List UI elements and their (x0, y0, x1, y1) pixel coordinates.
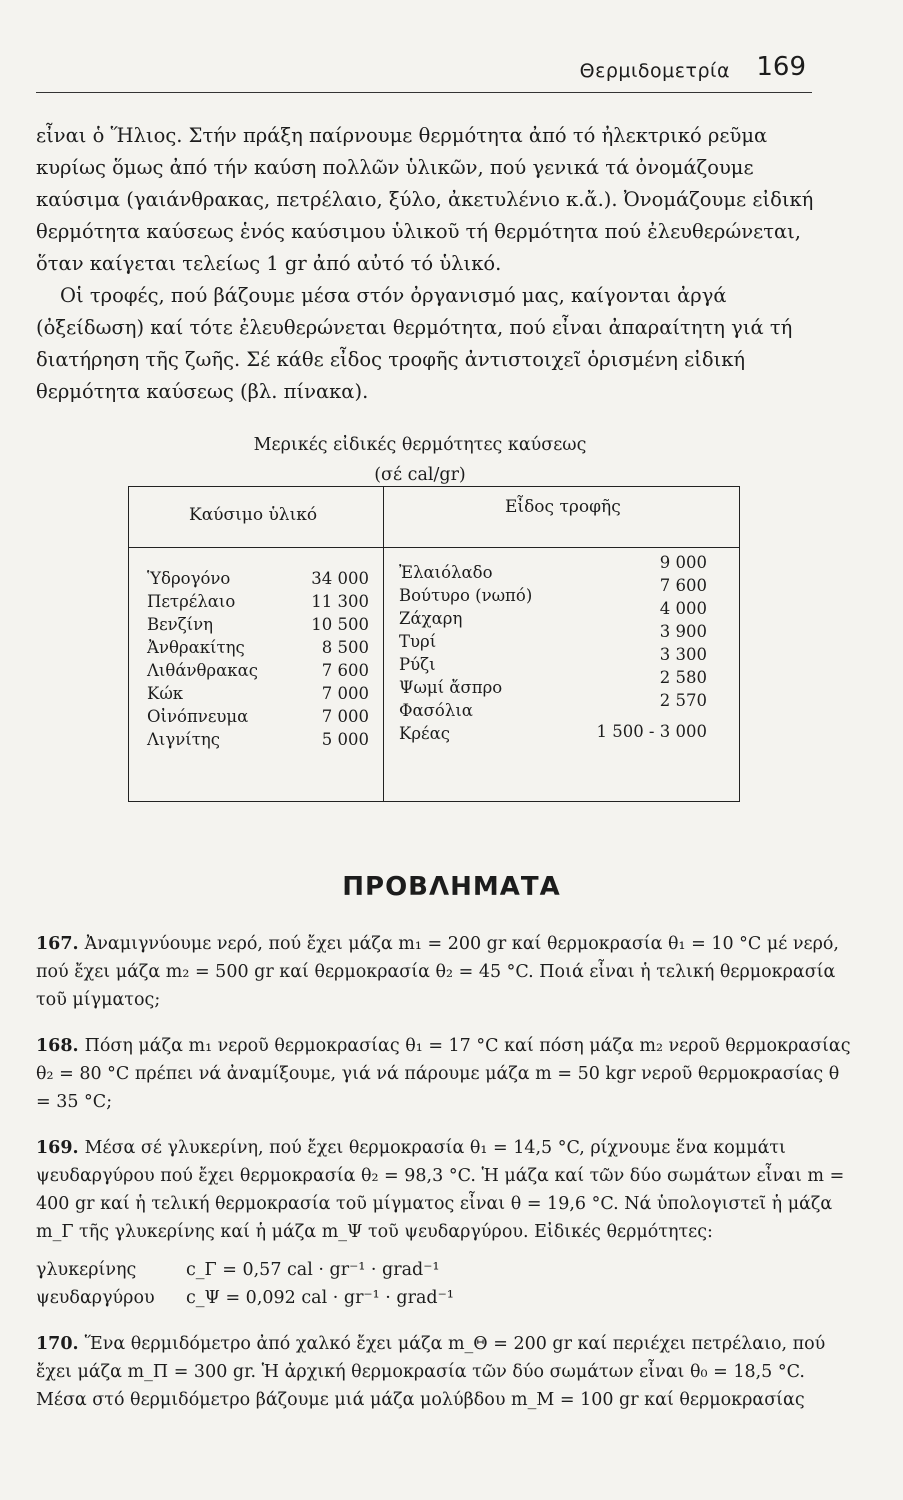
fuel-name: Οἰνόπνευμα (147, 707, 249, 726)
intro-paragraph-2: Οἱ τροφές, πού βάζουμε μέσα στόν ὀργανισμό μας, καίγονται ἀργά (ὀξείδωση) καί τότε ἐλευθερώνεται θερμότητα, πού εἶναι ἀπαραίτητη γιά τή διατήρηση τῆς ζωῆς. Σέ κάθε εἶδος τροφῆς ἀντιστοιχεῖ ὁρισμένη εἰδική θερμότητα καύσεως (βλ. πίνακα). (36, 284, 793, 403)
fuel-column-header: Καύσιμο ὑλικό (189, 505, 318, 525)
fuel-value: 7 600 (321, 661, 369, 680)
intro-paragraph-1: εἶναι ὁ Ἥλιος. Στήν πράξη παίρνουμε θερμότητα ἀπό τό ἠλεκτρικό ρεῦμα κυρίως ὅμως ἀπό τήν καύση πολλῶν ὑλικῶν, πού γενικά τά ὀνομάζουμε καύσιμα (γαιάνθρακας, πετρέλαιο, ξύλο, ἀκετυλένιο κ.ἄ.). Ὀνομάζουμε εἰδική θερμότητα καύσεως ἑνός καύσιμου ὑλικοῦ τή θερμότητα πού ἐλευθερώνεται, ὅταν καίγεται τελείως 1 gr ἀπό αὐτό τό ὑλικό. (36, 124, 814, 275)
food-value: 1 500 - 3 000 (596, 722, 707, 741)
food-rows (399, 553, 729, 747)
food-value: 2 570 (659, 691, 707, 710)
fuel-value: 10 500 (311, 615, 369, 634)
food-value: 7 600 (659, 576, 707, 595)
problem-number: 168. (36, 1036, 79, 1056)
table-row (147, 638, 379, 661)
food-name: Βούτυρο (νωπό) (399, 586, 533, 605)
problem-text: Μέσα σέ γλυκερίνη, πού ἔχει θερμοκρασία θ₁ = 14,5 °C, ρίχνουμε ἕνα κομμάτι ψευδαργύρου πού ἔχει θερμοκρασία θ₂ = 98,3 °C. Ἡ μάζα καί τῶν δύο σωμάτων εἶναι m = 400 gr καί ἡ τελική θερμοκρασία τοῦ μίγματος εἶναι θ = 19,6 °C. Νά ὑπολογιστεῖ ἡ μάζα m_Γ τῆς γλυκερίνης καί ἡ μάζα m_Ψ τοῦ ψευδαργύρου. Εἰδικές θερμότητες: (36, 1138, 845, 1242)
problem-number: 169. (36, 1138, 79, 1158)
fuel-value: 7 000 (321, 707, 369, 726)
page-number: 169 (756, 52, 806, 82)
table-row (399, 691, 729, 724)
food-value: 2 580 (659, 668, 707, 687)
table-row (147, 615, 379, 638)
food-value: 9 000 (659, 553, 707, 572)
fuel-value: 34 000 (311, 569, 369, 588)
food-name: Ρύζι (399, 655, 436, 674)
problems-heading: ΠΡΟΒΛΗΜΑΤΑ (342, 872, 561, 902)
substance-label: ψευδαργύρου (36, 1288, 155, 1308)
fuel-rows (147, 569, 379, 753)
column-divider (383, 487, 384, 801)
food-name: Ψωμί ἄσπρο (399, 678, 503, 697)
food-column-header: Εἶδος τροφῆς (505, 497, 621, 517)
food-name: Τυρί (399, 632, 437, 651)
problem-number: 167. (36, 934, 79, 954)
table-caption (240, 430, 600, 490)
food-name: Ἐλαιόλαδο (399, 563, 493, 582)
fuel-name: Βενζίνη (147, 615, 214, 634)
fuel-value: 8 500 (321, 638, 369, 657)
food-value: 3 300 (659, 645, 707, 664)
heat-of-combustion-table (128, 486, 740, 802)
intro-text (36, 120, 826, 408)
food-name: Κρέας (399, 724, 450, 743)
fuel-name: Λιγνίτης (147, 730, 221, 749)
page-header (36, 48, 812, 93)
table-row (147, 707, 379, 730)
problem-text: Ἕνα θερμιδόμετρο ἀπό χαλκό ἔχει μάζα m_Θ = 200 gr καί περιέχει πετρέλαιο, πού ἔχει μάζα m_Π = 300 gr. Ἡ ἀρχική θερμοκρασία τῶν δύο σωμάτων εἶναι θ₀ = 18,5 °C. Μέσα στό θερμιδόμετρο βάζουμε μιά μάζα μολύβδου m_Μ = 100 gr καί θερμοκρασίας (36, 1334, 826, 1410)
table-row (399, 724, 729, 747)
fuel-name: Κώκ (147, 684, 184, 703)
food-name: Φασόλια (399, 701, 473, 720)
problem-169 (36, 1134, 856, 1246)
table-unit: (σέ cal/gr) (374, 465, 466, 485)
problem-167 (36, 930, 856, 1014)
problem-number: 170. (36, 1334, 79, 1354)
specific-heat-row (36, 1288, 856, 1316)
table-title: Μερικές εἰδικές θερμότητες καύσεως (253, 435, 587, 455)
food-name: Ζάχαρη (399, 609, 463, 628)
specific-heats (36, 1260, 856, 1316)
problem-168 (36, 1032, 856, 1116)
problems-section (36, 930, 856, 1432)
fuel-name: Λιθάνθρακας (147, 661, 258, 680)
table-row (147, 661, 379, 684)
fuel-value: 7 000 (321, 684, 369, 703)
problem-text: Πόση μάζα m₁ νεροῦ θερμοκρασίας θ₁ = 17 °C καί πόση μάζα m₂ νεροῦ θερμοκρασίας θ₂ = 80 °C πρέπει νά ἀναμίξουμε, γιά νά πάρουμε μάζα m = 50 kgr νεροῦ θερμοκρασίας θ = 35 °C; (36, 1036, 851, 1112)
table-row (147, 569, 379, 592)
food-value: 3 900 (659, 622, 707, 641)
fuel-name: Ἀνθρακίτης (147, 638, 245, 657)
fuel-value: 5 000 (321, 730, 369, 749)
problem-170 (36, 1330, 856, 1414)
problem-text: Ἀναμιγνύουμε νερό, πού ἔχει μάζα m₁ = 200 gr καί θερμοκρασία θ₁ = 10 °C μέ νερό, πού ἔχει μάζα m₂ = 500 gr καί θερμοκρασία θ₂ = 45 °C. Ποιά εἶναι ἡ τελική θερμοκρασία τοῦ μίγματος; (36, 934, 839, 1010)
running-title: Θερμιδομετρία (579, 60, 730, 82)
table-row (147, 684, 379, 707)
fuel-name: Πετρέλαιο (147, 592, 236, 611)
specific-heat-value: c_Ψ = 0,092 cal · gr⁻¹ · grad⁻¹ (186, 1288, 454, 1308)
substance-label: γλυκερίνης (36, 1260, 137, 1280)
table-row (147, 592, 379, 615)
fuel-name: Ὑδρογόνο (147, 569, 231, 588)
header-rule (129, 547, 739, 548)
specific-heat-row (36, 1260, 856, 1288)
specific-heat-value: c_Γ = 0,57 cal · gr⁻¹ · grad⁻¹ (186, 1260, 440, 1280)
food-value: 4 000 (659, 599, 707, 618)
table-row (147, 730, 379, 753)
fuel-value: 11 300 (311, 592, 369, 611)
